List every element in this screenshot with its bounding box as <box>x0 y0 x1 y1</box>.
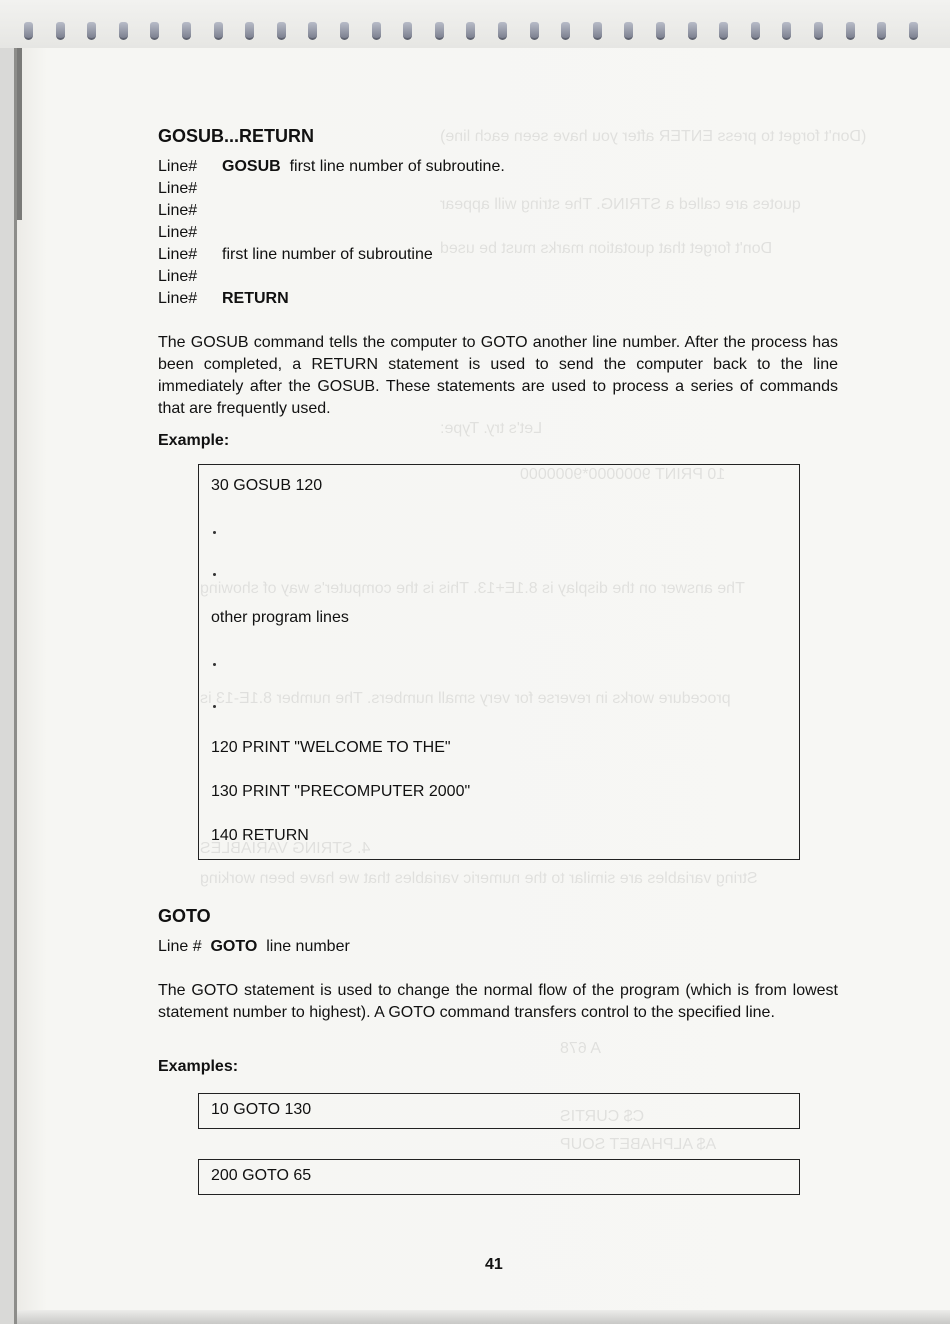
line-label: Line# <box>158 290 198 307</box>
code-line: 10 GOTO 130 <box>211 1101 312 1118</box>
ellipsis-dot <box>213 531 216 534</box>
goto-description: The GOTO statement is used to change the normal flow of the program (which is from lowest statement number to highest). A GOTO command transfers control to the specified line. <box>158 982 838 1021</box>
syntax-keyword: GOTO <box>210 938 258 955</box>
syntax-line-5 <box>158 246 433 264</box>
binding-ring <box>119 22 128 40</box>
ellipsis-dot <box>213 663 216 666</box>
binding-ring <box>530 22 539 40</box>
syntax-line-4 <box>158 224 222 242</box>
binding-ring <box>403 22 412 40</box>
code-line: 30 GOSUB 120 <box>211 477 323 494</box>
binding-ring <box>561 22 570 40</box>
binding-ring <box>782 22 791 40</box>
syntax-keyword: GOSUB <box>222 158 281 175</box>
example-label: Example: <box>158 432 230 449</box>
code-line: 140 RETURN <box>211 827 309 844</box>
syntax-line-7 <box>158 290 289 308</box>
syntax-keyword: RETURN <box>222 290 289 307</box>
binding-ring <box>656 22 665 40</box>
binding-ring <box>846 22 855 40</box>
binding-ring <box>624 22 633 40</box>
syntax-line-1 <box>158 158 505 176</box>
code-line: 200 GOTO 65 <box>211 1167 312 1184</box>
page-number: 41 <box>485 1256 503 1273</box>
binding-ring <box>593 22 602 40</box>
binding-ring <box>719 22 728 40</box>
gosub-example-box <box>198 464 800 860</box>
syntax-text: first line number of subroutine <box>222 246 433 263</box>
binding-ring <box>466 22 475 40</box>
binding-ring <box>214 22 223 40</box>
line-label: Line# <box>158 180 198 197</box>
code-line: 120 PRINT "WELCOME TO THE" <box>211 739 451 756</box>
gosub-description: The GOSUB command tells the computer to GOTO another line number. After the process has been completed, a RETURN statement is used to send the computer back to the line immediately after the GOSUB. These statements are used to process a series of commands that are frequently used. <box>158 334 838 417</box>
page-edge-shadow <box>17 40 22 220</box>
binding-ring <box>372 22 381 40</box>
syntax-line-2 <box>158 180 222 198</box>
binding-ring <box>24 22 33 40</box>
examples-label: Examples: <box>158 1058 239 1075</box>
line-label: Line # <box>158 938 202 955</box>
ellipsis-dot <box>213 573 216 576</box>
gosub-heading: GOSUB...RETURN <box>158 126 315 146</box>
spiral-binding <box>0 0 950 48</box>
binding-ring <box>277 22 286 40</box>
goto-heading: GOTO <box>158 906 211 926</box>
binding-ring <box>87 22 96 40</box>
binding-ring <box>340 22 349 40</box>
line-label: Line# <box>158 202 198 219</box>
goto-example-box-1 <box>198 1093 800 1129</box>
binding-ring <box>245 22 254 40</box>
syntax-text: line number <box>266 938 350 955</box>
binding-ring <box>751 22 760 40</box>
goto-syntax <box>158 938 350 956</box>
binding-ring <box>877 22 886 40</box>
syntax-text: first line number of subroutine. <box>289 158 505 175</box>
binding-ring <box>498 22 507 40</box>
line-label: Line# <box>158 246 198 263</box>
syntax-line-3 <box>158 202 222 220</box>
binding-ring <box>56 22 65 40</box>
ellipsis-dot <box>213 705 216 708</box>
binding-ring <box>688 22 697 40</box>
code-line: other program lines <box>211 609 349 626</box>
binding-ring <box>308 22 317 40</box>
binding-ring <box>909 22 918 40</box>
code-line: 130 PRINT "PRECOMPUTER 2000" <box>211 783 471 800</box>
line-label: Line# <box>158 268 198 285</box>
line-label: Line# <box>158 158 198 175</box>
binding-ring <box>150 22 159 40</box>
syntax-line-6 <box>158 268 222 286</box>
binding-ring <box>182 22 191 40</box>
binding-ring <box>814 22 823 40</box>
line-label: Line# <box>158 224 198 241</box>
binding-ring <box>435 22 444 40</box>
goto-example-box-2 <box>198 1159 800 1195</box>
